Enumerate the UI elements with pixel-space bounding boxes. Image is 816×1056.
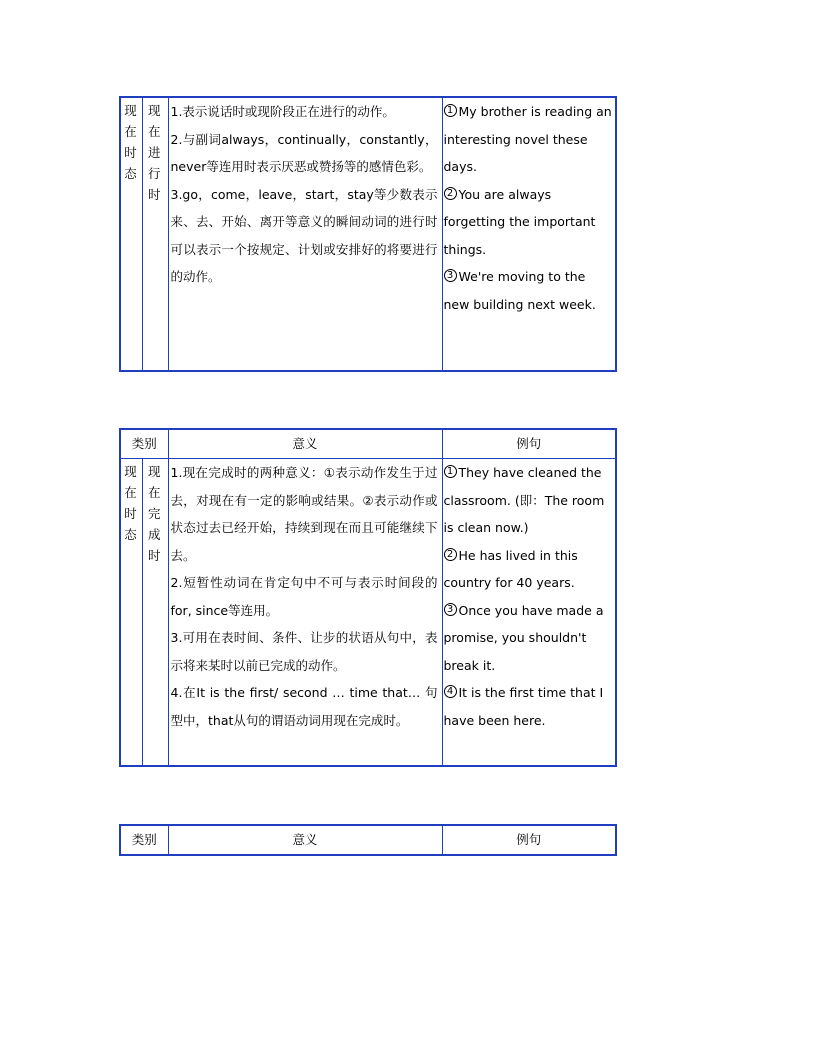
example-item: [444, 98, 613, 181]
header-meaning: 意义: [168, 825, 442, 855]
category-main: 现在时态: [124, 464, 137, 542]
circled-number: 4: [444, 685, 457, 698]
header-example: 例句: [442, 429, 616, 459]
circled-number: 2: [444, 187, 457, 200]
meaning-item: 1.表示说话时或现阶段正在进行的动作。: [170, 104, 395, 119]
example-text: We're moving to the new building next week.: [443, 269, 596, 312]
example-item: [444, 542, 613, 597]
category-sub-cell: [142, 97, 168, 371]
category-sub: 现在完成时: [148, 464, 161, 563]
present-perfect-table: [119, 428, 617, 767]
example-text: They have cleaned the classroom. (即：The room is clean now.): [443, 465, 605, 535]
example-text: It is the first time that I have been here.: [443, 685, 604, 728]
circled-number: 3: [444, 269, 457, 282]
header-category: 类别: [120, 825, 168, 855]
header-row: [120, 429, 616, 459]
meaning-item: 3.可用在表时间、条件、让步的状语从句中，表示将来某时以前已完成的动作。: [170, 630, 438, 673]
meaning-item: 1.现在完成时的两种意义：①表示动作发生于过去，对现在有一定的影响或结果。②表示动作或状态过去已经开始，持续到现在而且可能继续下去。: [170, 465, 438, 563]
example-item: [444, 597, 613, 680]
header-example: 例句: [442, 825, 616, 855]
example-item: [444, 459, 613, 542]
next-tense-table: [119, 824, 617, 856]
circled-number: 3: [444, 603, 457, 616]
meaning-item: 2.短暂性动词在肯定句中不可与表示时间段的for, since等连用。: [170, 575, 438, 618]
category-main: 现在时态: [124, 103, 137, 181]
circled-number: 1: [444, 465, 457, 478]
example-text: Once you have made a promise, you shouldn't break it.: [443, 602, 604, 673]
meaning-item: 4.在It is the first/ second … time that… 句型中，that从句的谓语动词用现在完成时。: [170, 685, 438, 728]
meaning-cell: [168, 97, 442, 371]
example-item: [444, 263, 613, 318]
example-item: [444, 181, 613, 264]
example-text: My brother is reading an interesting novel these days.: [443, 104, 612, 174]
example-text: You are always forgetting the important things.: [443, 186, 596, 257]
meaning-cell: [168, 459, 442, 767]
example-cell: [442, 97, 616, 371]
circled-number: 2: [444, 548, 457, 561]
header-category: 类别: [120, 429, 168, 459]
header-row: [120, 825, 616, 855]
example-cell: [442, 459, 616, 767]
category-main-cell: [120, 97, 142, 371]
header-meaning: 意义: [168, 429, 442, 459]
meaning-item: 2.与副词always，continually，constantly，never等连用时表示厌恶或赞扬等的感情色彩。: [170, 131, 438, 174]
circled-number: 1: [444, 104, 457, 117]
category-main-cell: [120, 459, 142, 767]
example-text: He has lived in this country for 40 years.: [443, 547, 578, 590]
present-continuous-table: [119, 96, 617, 372]
meaning-item: 3.go，come，leave，start，stay等少数表示来、去、开始、离开等意义的瞬间动词的进行时可以表示一个按规定、计划或安排好的将要进行的动作。: [170, 186, 438, 284]
category-sub: 现在进行时: [148, 103, 161, 202]
example-item: [444, 679, 613, 734]
category-sub-cell: [142, 459, 168, 767]
